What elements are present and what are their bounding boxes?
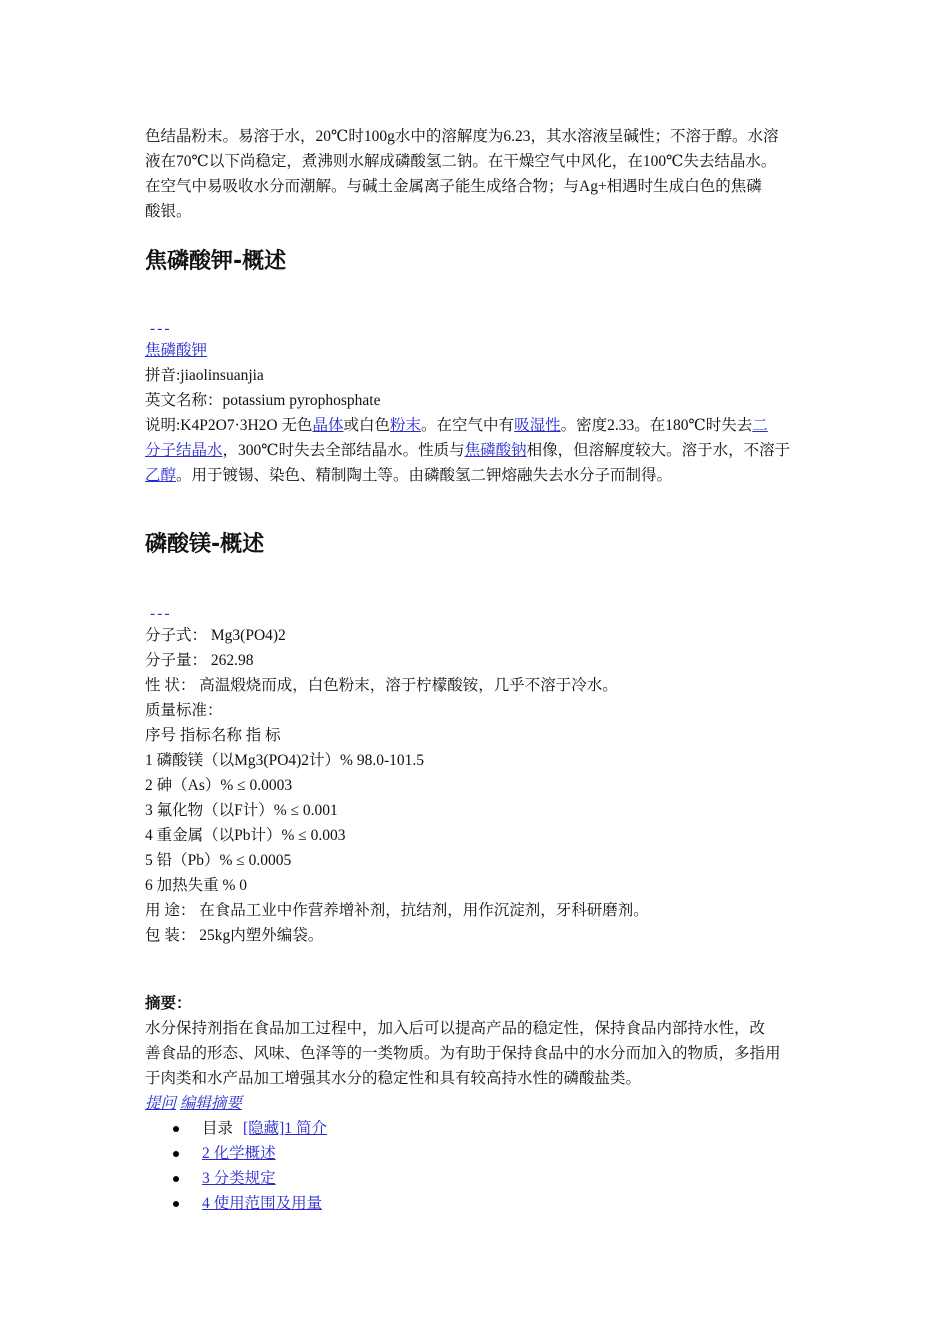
toc-link-usage-scope[interactable]: 4 使用范围及用量	[202, 1195, 323, 1212]
summary-line: 水分保持剂指在食品加工过程中，加入后可以提高产品的稳定性，保持食品内部持水性，改	[145, 1020, 766, 1037]
toc-item	[145, 1191, 810, 1216]
detail-line: 分子式： Mg3(PO4)2	[145, 627, 286, 644]
toc-link-intro[interactable]: 1 简介	[284, 1120, 327, 1137]
intro-line: 液在70℃以下尚稳定，煮沸则水解成磷酸氢二钠。在干燥空气中风化，在100℃失去结晶水。	[145, 153, 777, 170]
bullet-icon	[173, 1201, 179, 1207]
link-powder[interactable]: 粉末	[390, 417, 422, 434]
desc-text: ，300℃时失去全部结晶水。性质与	[222, 442, 465, 459]
detail-line: 包 装： 25kg内塑外编袋。	[145, 927, 324, 944]
section-heading-potassium-pyrophosphate: 焦磷酸钾-概述	[145, 249, 287, 274]
pinyin-line: 拼音:jiaolinsuanjia	[145, 367, 264, 384]
desc-text: 相像，但溶解度较大。溶于水，不溶于	[526, 442, 791, 459]
detail-line: 用 途： 在食品工业中作营养增补剂，抗结剂，用作沉淀剂，牙科研磨剂。	[145, 902, 649, 919]
description-line	[145, 413, 810, 438]
detail-line: 4 重金属（以Pb计）% ≤ 0.003	[145, 827, 346, 844]
section-divider: ---	[150, 320, 172, 337]
desc-text: 说明:K4P2O7·3H2O 无色	[145, 417, 313, 434]
desc-text: 。在空气中有	[421, 417, 515, 434]
detail-line: 质量标准：	[145, 702, 223, 719]
section-heading-magnesium-phosphate: 磷酸镁-概述	[145, 532, 265, 557]
edit-summary-link[interactable]: 编辑摘要	[179, 1095, 242, 1112]
toc-link-classification[interactable]: 3 分类规定	[202, 1170, 276, 1187]
link-sodium-pyrophosphate[interactable]: 焦磷酸钠	[464, 442, 527, 459]
section-divider: ---	[150, 605, 172, 622]
desc-text: 。密度2.33。在180℃时失去	[560, 417, 753, 434]
summary-paragraph	[145, 1016, 810, 1091]
english-name-line: 英文名称：potassium pyrophosphate	[145, 392, 381, 409]
magnesium-phosphate-details	[145, 623, 810, 948]
desc-text: 。用于镀锡、染色、精制陶土等。由磷酸氢二钾熔融失去水分子而制得。	[176, 467, 673, 484]
detail-line: 2 砷（As）% ≤ 0.0003	[145, 777, 293, 794]
detail-line: 5 铅（Pb）% ≤ 0.0005	[145, 852, 292, 869]
intro-line: 酸银。	[145, 203, 192, 220]
link-crystal[interactable]: 晶体	[312, 417, 344, 434]
detail-line: 1 磷酸镁（以Mg3(PO4)2计）% 98.0-101.5	[145, 752, 424, 769]
intro-line: 色结晶粉末。易溶于水，20℃时100g水中的溶解度为6.23，其水溶液呈碱性；不溶于醇。水溶	[145, 128, 779, 145]
detail-line: 6 加热失重 % 0	[145, 877, 248, 894]
title-link-potassium-pyrophosphate[interactable]: 焦磷酸钾	[145, 342, 208, 359]
link-ethanol[interactable]: 乙醇	[145, 467, 177, 484]
desc-text: 或白色	[343, 417, 391, 434]
link-hygroscopic[interactable]: 吸湿性	[514, 417, 561, 434]
detail-line: 分子量： 262.98	[145, 652, 254, 669]
summary-actions	[145, 1091, 810, 1116]
toc-item	[145, 1166, 810, 1191]
summary-label: 摘要：	[145, 995, 192, 1012]
summary-line: 于肉类和水产品加工增强其水分的稳定性和具有较高持水性的磷酸盐类。	[145, 1070, 642, 1087]
detail-line: 序号 指标名称 指 标	[145, 727, 281, 744]
toc-hide-link[interactable]: [隐藏]	[243, 1120, 285, 1137]
document-content	[145, 124, 810, 1216]
bullet-icon	[173, 1126, 179, 1132]
detail-line: 3 氟化物（以F计）% ≤ 0.001	[145, 802, 338, 819]
toc-link-chemical-overview[interactable]: 2 化学概述	[202, 1145, 276, 1162]
summary-line: 善食品的形态、风味、色泽等的一类物质。为有助于保持食品中的水分而加入的物质，多指用	[145, 1045, 781, 1062]
table-of-contents	[145, 1116, 810, 1216]
bullet-icon	[173, 1151, 179, 1157]
bullet-icon	[173, 1176, 179, 1182]
toc-prefix: 目录	[202, 1120, 234, 1137]
detail-line: 性 状： 高温煅烧而成，白色粉末，溶于柠檬酸铵，几乎不溶于冷水。	[145, 677, 618, 694]
description-line	[145, 438, 810, 463]
description-line	[145, 463, 810, 488]
intro-paragraph	[145, 124, 810, 224]
ask-link[interactable]: 提问	[145, 1095, 177, 1112]
toc-item	[145, 1116, 810, 1141]
link-two-molecule-water[interactable]: 分子结晶水	[145, 442, 223, 459]
link-two-molecule-water[interactable]: 二	[752, 417, 768, 434]
toc-item	[145, 1141, 810, 1166]
intro-line: 在空气中易吸收水分而潮解。与碱土金属离子能生成络合物；与Ag+相遇时生成白色的焦磷	[145, 178, 762, 195]
